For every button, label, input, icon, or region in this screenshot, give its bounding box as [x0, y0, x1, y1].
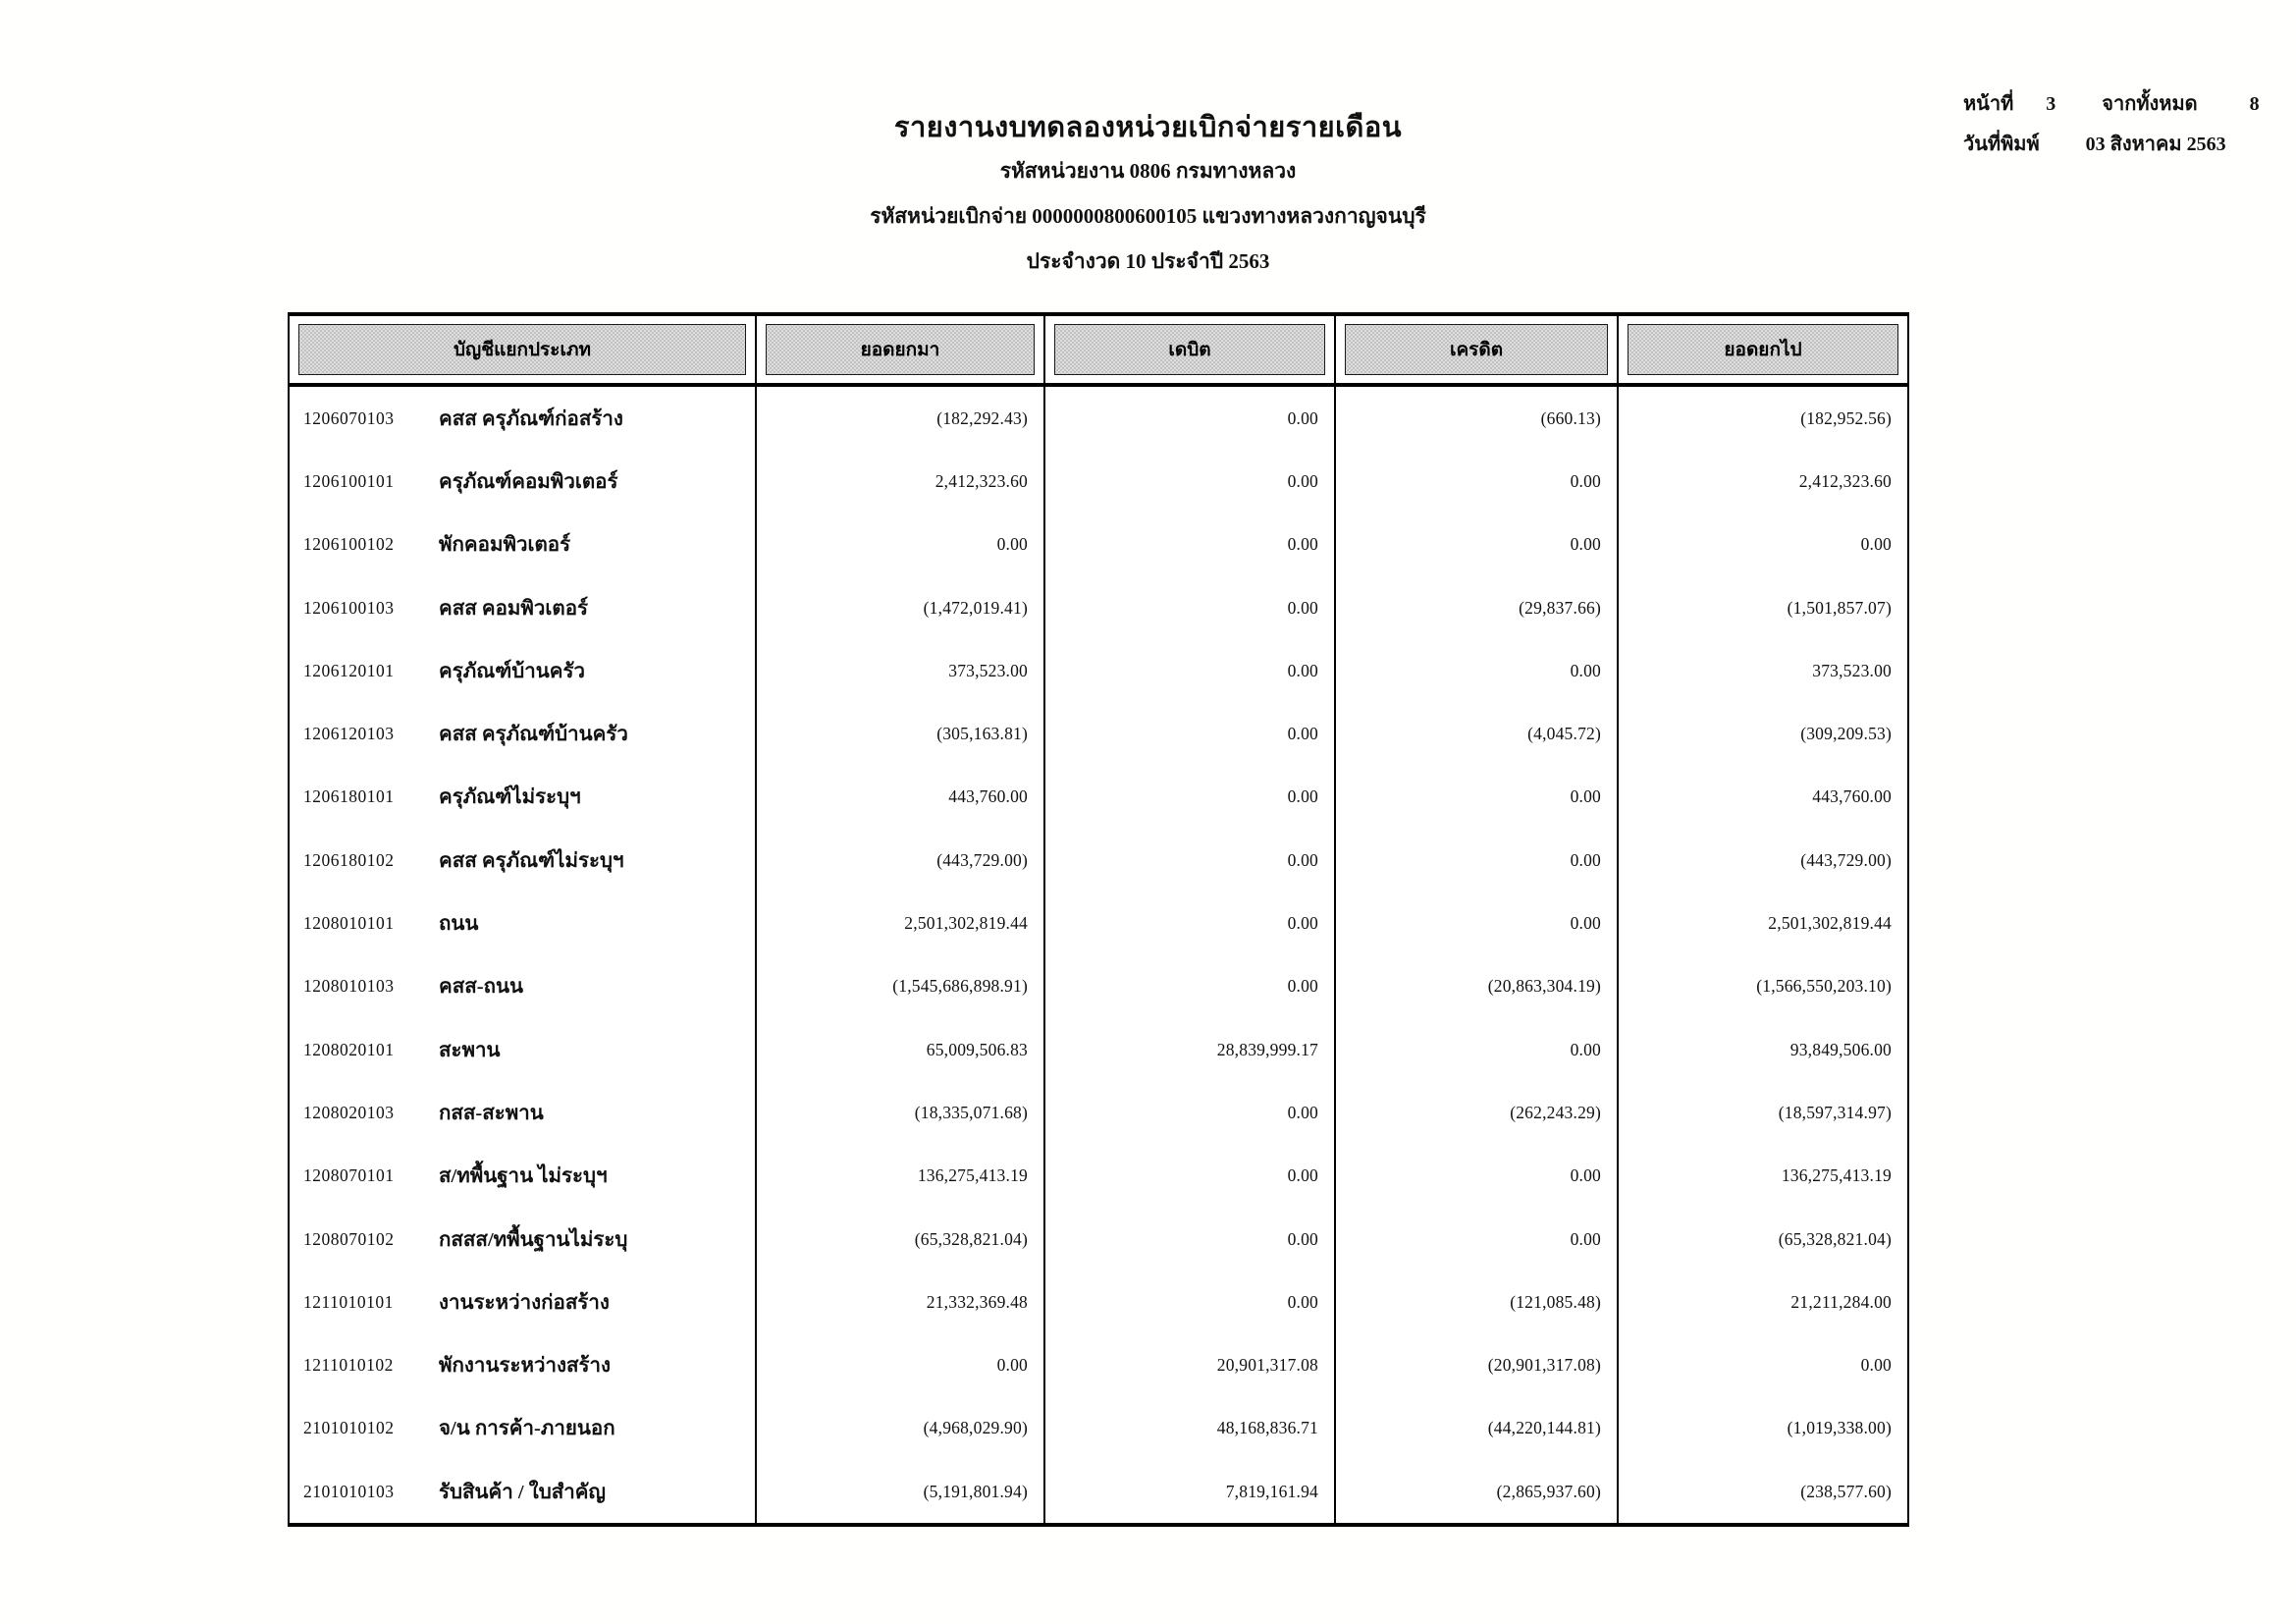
- credit-cell: 0.00: [1336, 514, 1619, 576]
- closing-balance-cell: (1,501,857.07): [1787, 597, 1892, 618]
- debit-cell: 0.00: [1045, 1145, 1336, 1208]
- agency-code-line: รหัสหน่วยงาน 0806 กรมทางหลวง: [999, 159, 1297, 183]
- credit-cell: 0.00: [1336, 829, 1619, 892]
- opening-balance-cell: (305,163.81): [757, 702, 1045, 765]
- opening-balance-cell: 136,275,413.19: [757, 1145, 1045, 1208]
- column-header-account: [290, 316, 757, 383]
- account-name: กสส-สะพาน: [439, 1102, 544, 1124]
- account-name: ครุภัณฑ์บ้านครัว: [439, 660, 586, 682]
- opening-balance-cell: 373,523.00: [757, 639, 1045, 702]
- opening-balance-cell: (5,191,801.94): [757, 1460, 1045, 1523]
- account-cell: [290, 576, 757, 639]
- closing-balance-cell: (309,209.53): [1800, 724, 1892, 744]
- account-name: คสส ครุภัณฑ์บ้านครัว: [439, 724, 628, 746]
- table-header-row: [290, 316, 1907, 387]
- table-row: [290, 514, 1907, 576]
- table-row: [290, 1271, 1907, 1333]
- table-row: [290, 702, 1907, 765]
- closing-balance-cell: (1,019,338.00): [1787, 1418, 1892, 1438]
- account-name: รับสินค้า / ใบสำคัญ: [439, 1481, 606, 1503]
- debit-cell: 0.00: [1045, 576, 1336, 639]
- credit-cell: (262,243.29): [1336, 1081, 1619, 1144]
- opening-balance-cell: 0.00: [757, 1333, 1045, 1396]
- page-number-label: หน้าที่: [1963, 93, 2014, 115]
- debit-cell: 0.00: [1045, 450, 1336, 513]
- debit-cell: 48,168,836.71: [1045, 1397, 1336, 1460]
- credit-cell: 0.00: [1336, 639, 1619, 702]
- column-header-credit-label: เครดิต: [1345, 324, 1608, 375]
- column-header-opening-balance-label: ยอดยกมา: [766, 324, 1035, 375]
- opening-balance-cell: (182,292.43): [757, 387, 1045, 450]
- account-name: งานระหว่างก่อสร้าง: [439, 1291, 610, 1314]
- account-cell: [290, 387, 757, 450]
- print-date-value: 03 สิงหาคม 2563: [2085, 134, 2226, 155]
- closing-balance-cell: (18,597,314.97): [1778, 1102, 1892, 1122]
- account-cell: [290, 514, 757, 576]
- account-cell: [290, 892, 757, 954]
- account-cell: [290, 829, 757, 892]
- account-cell: [290, 450, 757, 513]
- account-code: 1206100101: [303, 470, 395, 491]
- credit-cell: (20,863,304.19): [1336, 955, 1619, 1018]
- column-header-opening-balance: [757, 316, 1045, 383]
- column-header-credit: [1336, 316, 1619, 383]
- account-cell: [290, 1208, 757, 1271]
- account-code: 1208010103: [303, 976, 395, 997]
- opening-balance-cell: 2,501,302,819.44: [757, 892, 1045, 954]
- account-code: 1208020101: [303, 1039, 395, 1059]
- account-code: 1206070103: [303, 407, 395, 428]
- column-header-closing-balance-label: ยอดยกไป: [1628, 324, 1898, 375]
- credit-cell: (29,837.66): [1336, 576, 1619, 639]
- credit-cell: 0.00: [1336, 450, 1619, 513]
- debit-cell: 28,839,999.17: [1045, 1018, 1336, 1081]
- table-row: [290, 892, 1907, 954]
- account-code: 1206180101: [303, 786, 395, 807]
- debit-cell: 0.00: [1045, 387, 1336, 450]
- account-cell: [290, 1397, 757, 1460]
- opening-balance-cell: (18,335,071.68): [757, 1081, 1045, 1144]
- table-body: [290, 387, 1907, 1523]
- account-name: ถนน: [439, 913, 479, 936]
- column-header-closing-balance: [1619, 316, 1907, 383]
- account-name: กสสส/ทพื้นฐานไม่ระบุ: [439, 1228, 628, 1251]
- closing-balance-cell: 136,275,413.19: [1781, 1165, 1892, 1186]
- closing-balance-cell: 0.00: [1860, 534, 1892, 555]
- account-code: 1208010101: [303, 913, 395, 934]
- credit-cell: 0.00: [1336, 1018, 1619, 1081]
- account-code: 1211010101: [303, 1291, 394, 1312]
- closing-balance-cell: (65,328,821.04): [1778, 1228, 1892, 1249]
- debit-cell: 0.00: [1045, 766, 1336, 829]
- print-date-label: วันที่พิมพ์: [1963, 134, 2040, 155]
- debit-cell: 0.00: [1045, 702, 1336, 765]
- opening-balance-cell: (1,472,019.41): [757, 576, 1045, 639]
- account-code: 1206120103: [303, 724, 395, 744]
- debit-cell: 0.00: [1045, 1208, 1336, 1271]
- closing-balance-cell: 443,760.00: [1812, 786, 1892, 807]
- account-code: 1211010102: [303, 1355, 394, 1376]
- credit-cell: 0.00: [1336, 1208, 1619, 1271]
- account-cell: [290, 1460, 757, 1523]
- table-row: [290, 766, 1907, 829]
- debit-cell: 0.00: [1045, 829, 1336, 892]
- debit-cell: 0.00: [1045, 955, 1336, 1018]
- account-name: คสส-ถนน: [439, 976, 524, 999]
- table-row: [290, 829, 1907, 892]
- debit-cell: 0.00: [1045, 639, 1336, 702]
- opening-balance-cell: (4,968,029.90): [757, 1397, 1045, 1460]
- table-row: [290, 1081, 1907, 1144]
- page-number-value: 3: [2046, 93, 2056, 115]
- closing-balance-cell: (182,952.56): [1800, 407, 1892, 428]
- account-name: พักคอมพิวเตอร์: [439, 534, 571, 557]
- closing-balance-cell: (443,729.00): [1800, 849, 1892, 870]
- account-name: จ/น การค้า-ภายนอก: [439, 1418, 615, 1440]
- opening-balance-cell: 443,760.00: [757, 766, 1045, 829]
- credit-cell: (4,045.72): [1336, 702, 1619, 765]
- credit-cell: 0.00: [1336, 1145, 1619, 1208]
- total-pages-value: 8: [2249, 93, 2260, 115]
- account-cell: [290, 702, 757, 765]
- account-name: คสส คอมพิวเตอร์: [439, 597, 589, 620]
- account-name: สะพาน: [439, 1039, 501, 1061]
- page-info-block: [1963, 84, 2287, 165]
- column-header-debit-label: เดบิต: [1054, 324, 1325, 375]
- account-name: คสส ครุภัณฑ์ไม่ระบุฯ: [439, 849, 624, 872]
- debit-cell: 0.00: [1045, 1081, 1336, 1144]
- account-code: 2101010103: [303, 1481, 395, 1501]
- period-line: ประจำงวด 10 ประจำปี 2563: [1026, 249, 1270, 273]
- opening-balance-cell: 2,412,323.60: [757, 450, 1045, 513]
- opening-balance-cell: (65,328,821.04): [757, 1208, 1045, 1271]
- account-cell: [290, 1333, 757, 1396]
- opening-balance-cell: (1,545,686,898.91): [757, 955, 1045, 1018]
- table-row: [290, 576, 1907, 639]
- table-row: [290, 1460, 1907, 1523]
- debit-cell: 7,819,161.94: [1045, 1460, 1336, 1523]
- opening-balance-cell: 0.00: [757, 514, 1045, 576]
- account-cell: [290, 1271, 757, 1333]
- opening-balance-cell: 65,009,506.83: [757, 1018, 1045, 1081]
- disbursement-unit-line: รหัสหน่วยเบิกจ่าย 0000000800600105 แขวงทางหลวงกาญจนบุรี: [870, 204, 1426, 228]
- table-row: [290, 450, 1907, 513]
- account-code: 1206180102: [303, 849, 395, 870]
- account-name: ครุภัณฑ์ไม่ระบุฯ: [439, 786, 581, 809]
- credit-cell: (44,220,144.81): [1336, 1397, 1619, 1460]
- closing-balance-cell: (1,566,550,203.10): [1756, 976, 1892, 997]
- account-cell: [290, 1018, 757, 1081]
- table-row: [290, 1333, 1907, 1396]
- credit-cell: (121,085.48): [1336, 1271, 1619, 1333]
- total-pages-label: จากทั้งหมด: [2102, 93, 2198, 115]
- table-row: [290, 387, 1907, 450]
- table-row: [290, 1145, 1907, 1208]
- table-row: [290, 1397, 1907, 1460]
- account-name: ครุภัณฑ์คอมพิวเตอร์: [439, 470, 618, 493]
- account-code: 1206100103: [303, 597, 395, 618]
- account-code: 1208070101: [303, 1165, 395, 1186]
- table-row: [290, 955, 1907, 1018]
- credit-cell: (20,901,317.08): [1336, 1333, 1619, 1396]
- account-name: ส/ทพื้นฐาน ไม่ระบุฯ: [439, 1165, 608, 1188]
- closing-balance-cell: 2,501,302,819.44: [1768, 913, 1892, 934]
- table-row: [290, 1208, 1907, 1271]
- debit-cell: 0.00: [1045, 892, 1336, 954]
- column-header-debit: [1045, 316, 1336, 383]
- account-name: พักงานระหว่างสร้าง: [439, 1355, 612, 1378]
- closing-balance-cell: 0.00: [1860, 1355, 1892, 1376]
- account-cell: [290, 955, 757, 1018]
- account-code: 2101010102: [303, 1418, 395, 1438]
- debit-cell: 20,901,317.08: [1045, 1333, 1336, 1396]
- credit-cell: 0.00: [1336, 892, 1619, 954]
- credit-cell: (660.13): [1336, 387, 1619, 450]
- closing-balance-cell: 373,523.00: [1812, 660, 1892, 680]
- column-header-account-label: บัญชีแยกประเภท: [298, 324, 746, 375]
- account-code: 1208070102: [303, 1228, 395, 1249]
- print-date-row: [1963, 125, 2287, 165]
- closing-balance-cell: 2,412,323.60: [1798, 470, 1892, 491]
- page-title: รายงานงบทดลองหน่วยเบิกจ่ายรายเดือน: [893, 112, 1403, 143]
- credit-cell: (2,865,937.60): [1336, 1460, 1619, 1523]
- opening-balance-cell: 21,332,369.48: [757, 1271, 1045, 1333]
- trial-balance-table: [288, 312, 1909, 1527]
- table-row: [290, 1018, 1907, 1081]
- account-code: 1206120101: [303, 660, 395, 680]
- opening-balance-cell: (443,729.00): [757, 829, 1045, 892]
- account-cell: [290, 766, 757, 829]
- account-code: 1206100102: [303, 534, 395, 555]
- account-code: 1208020103: [303, 1102, 395, 1122]
- page-number-row: [1963, 84, 2287, 125]
- closing-balance-cell: 21,211,284.00: [1790, 1291, 1892, 1312]
- account-cell: [290, 1145, 757, 1208]
- account-name: คสส ครุภัณฑ์ก่อสร้าง: [439, 407, 623, 430]
- credit-cell: 0.00: [1336, 766, 1619, 829]
- account-cell: [290, 1081, 757, 1144]
- closing-balance-cell: (238,577.60): [1800, 1481, 1892, 1501]
- account-cell: [290, 639, 757, 702]
- debit-cell: 0.00: [1045, 514, 1336, 576]
- closing-balance-cell: 93,849,506.00: [1789, 1039, 1892, 1059]
- table-row: [290, 639, 1907, 702]
- debit-cell: 0.00: [1045, 1271, 1336, 1333]
